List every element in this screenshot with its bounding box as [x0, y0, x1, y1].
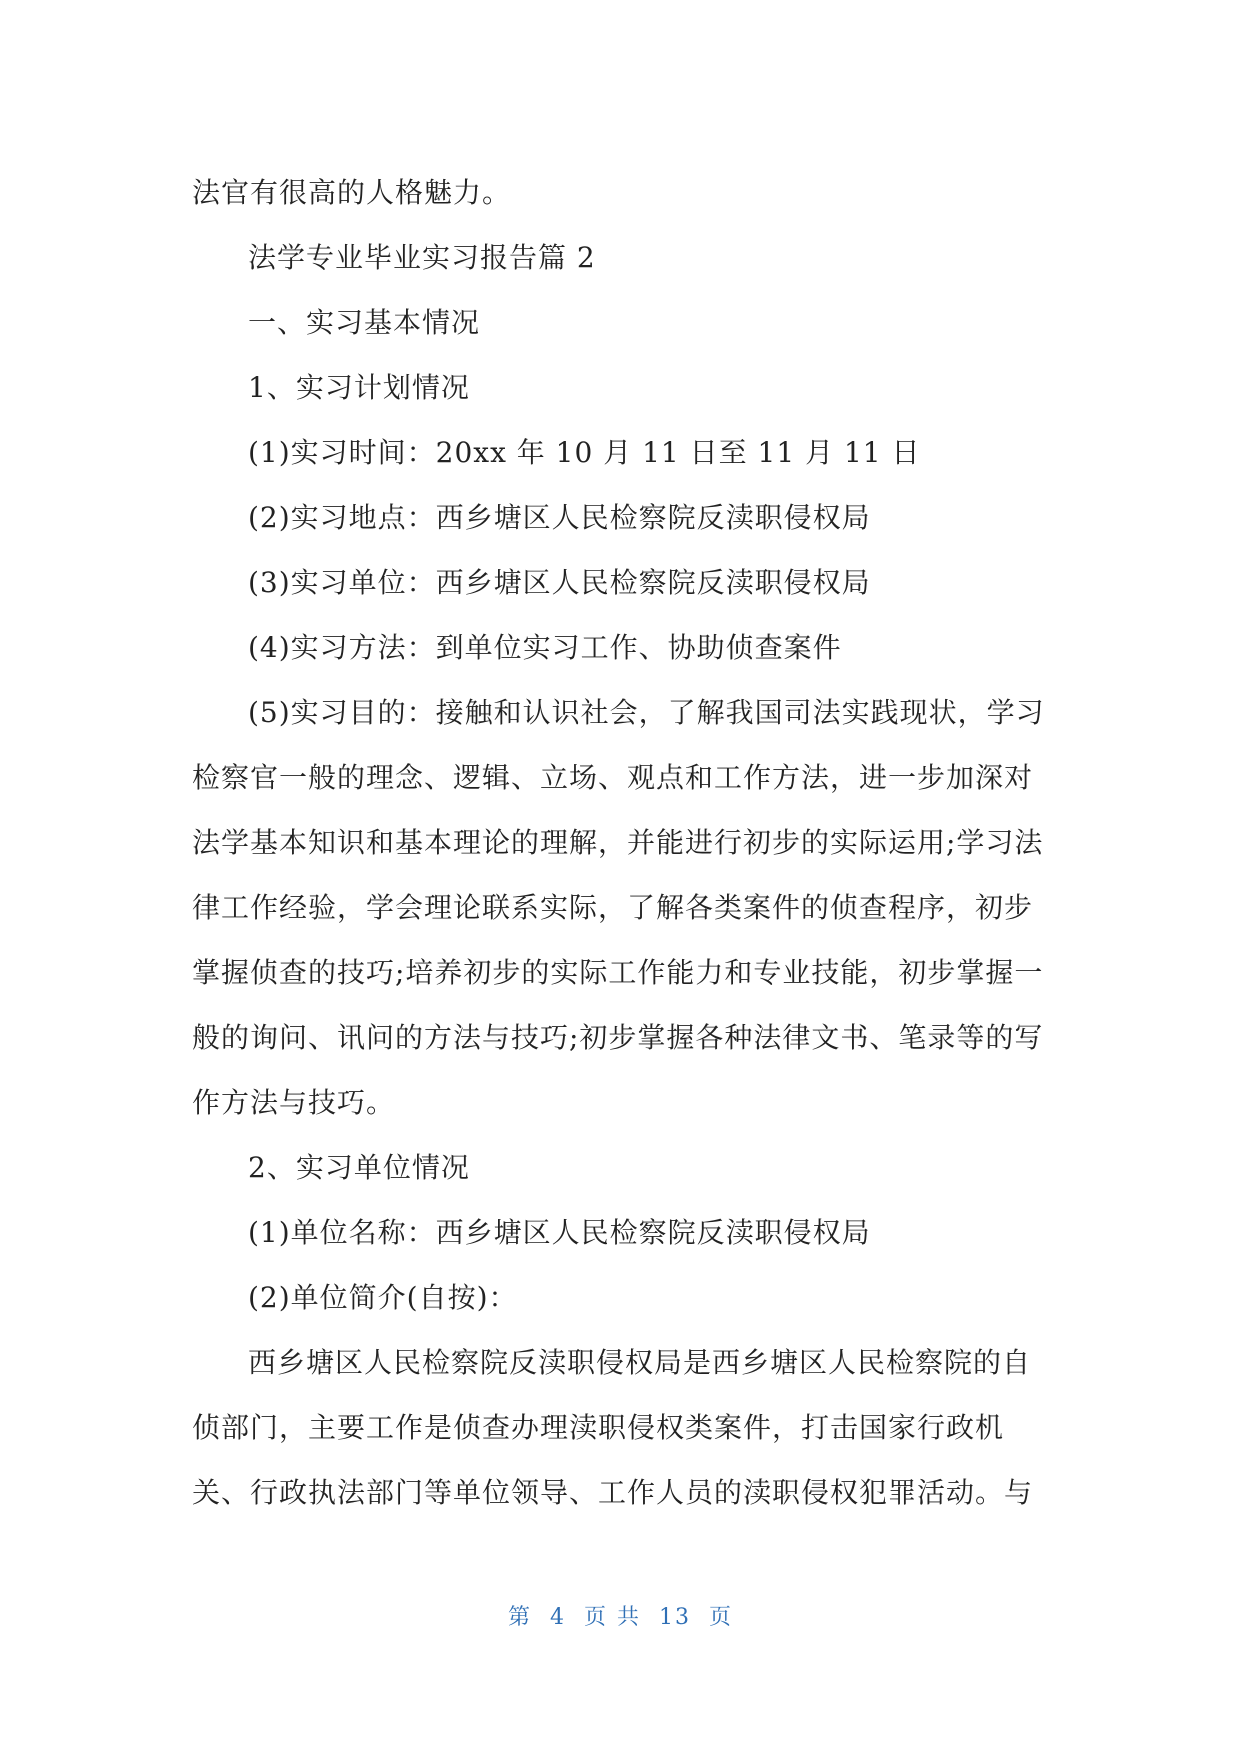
- heading-unit-situation: 2、实习单位情况: [248, 1151, 470, 1184]
- text-line: 西乡塘区人民检察院反渎职侵权局是西乡塘区人民检察院的自: [248, 1346, 1032, 1379]
- text-line: 掌握侦查的技巧;培养初步的实际工作能力和专业技能，初步掌握一: [192, 956, 1044, 989]
- text-line: 关、行政执法部门等单位领导、工作人员的渎职侵权犯罪活动。与: [192, 1476, 1034, 1509]
- text-line: 法学基本知识和基本理论的理解，并能进行初步的实际运用;学习法: [192, 826, 1044, 859]
- section-title: 法学专业毕业实习报告篇 2: [248, 241, 596, 274]
- text-line: 检察官一般的理念、逻辑、立场、观点和工作方法，进一步加深对: [192, 761, 1034, 794]
- text-line: (5)实习目的：接触和认识社会，了解我国司法实践现状，学习: [248, 696, 1045, 729]
- text-line: (3)实习单位：西乡塘区人民检察院反渎职侵权局: [248, 566, 871, 599]
- document-body: [192, 160, 1052, 1525]
- text-line: (1)单位名称：西乡塘区人民检察院反渎职侵权局: [248, 1216, 871, 1249]
- heading-plan: 1、实习计划情况: [248, 371, 470, 404]
- text-line: 般的询问、讯问的方法与技巧;初步掌握各种法律文书、笔录等的写: [192, 1021, 1044, 1054]
- text-line: 律工作经验，学会理论联系实际，了解各类案件的侦查程序，初步: [192, 891, 1034, 924]
- page-number-footer: 第 4 页 共 13 页: [508, 1605, 733, 1630]
- text-line: (2)实习地点：西乡塘区人民检察院反渎职侵权局: [248, 501, 871, 534]
- text-line: 作方法与技巧。: [192, 1086, 396, 1119]
- text-line: 侦部门，主要工作是侦查办理渎职侵权类案件，打击国家行政机: [192, 1411, 1005, 1444]
- text-line: (1)实习时间：20xx 年 10 月 11 日至 11 月 11 日: [248, 436, 921, 469]
- heading-basic-situation: 一、实习基本情况: [248, 306, 481, 339]
- text-line: 法官有很高的人格魅力。: [192, 176, 512, 209]
- text-line: (4)实习方法：到单位实习工作、协助侦查案件: [248, 631, 842, 664]
- text-line: (2)单位简介(自按)：: [248, 1281, 518, 1314]
